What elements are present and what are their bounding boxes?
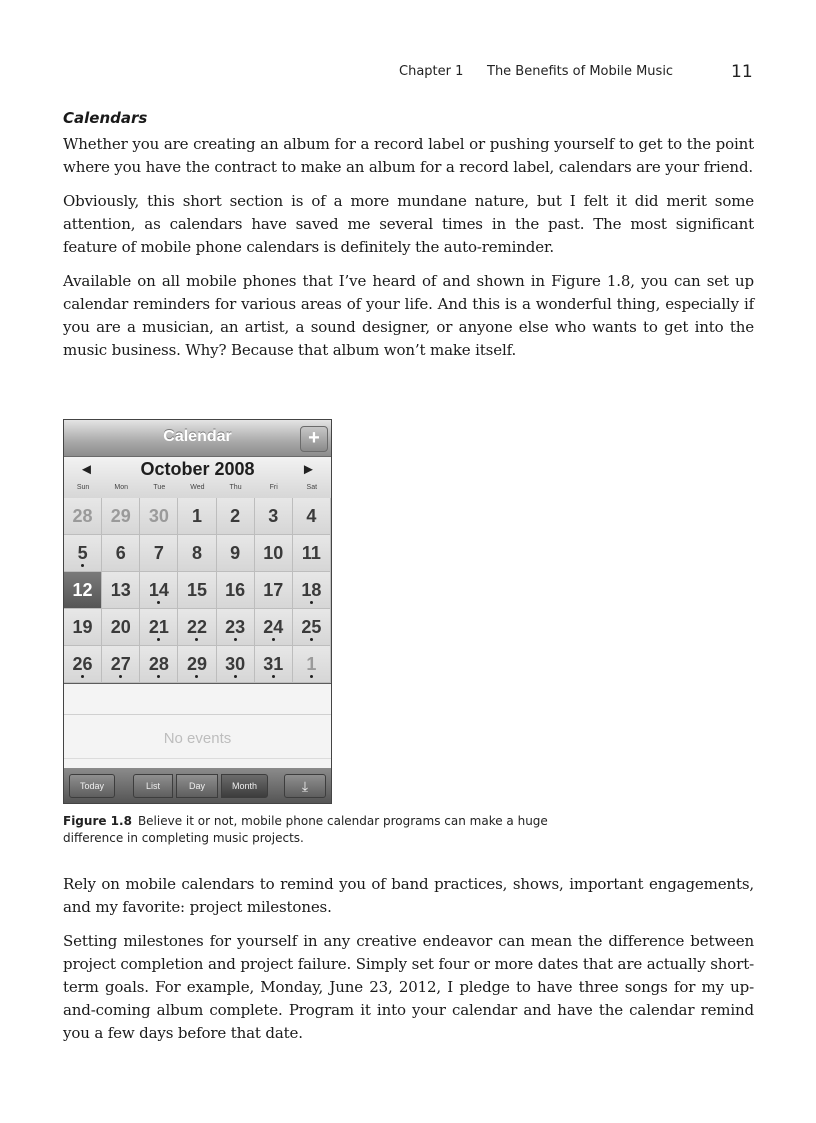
event-dot-icon xyxy=(157,638,160,641)
month-header xyxy=(64,457,331,498)
calendar-grid xyxy=(64,498,331,684)
day-number: 12 xyxy=(72,580,93,600)
event-dot-icon xyxy=(81,675,84,678)
calendar-day[interactable] xyxy=(140,646,178,683)
day-number: 19 xyxy=(72,617,93,637)
calendar-day[interactable] xyxy=(178,498,216,535)
weekday-label: Mon xyxy=(114,484,128,491)
calendar-day[interactable] xyxy=(64,646,102,683)
paragraph: Setting milestones for yourself in any creative endeavor can mean the difference between project completion and project failure. Simply set four or more dates that are actually short-term goals. For example, Monday, June 23, 2012, I pledge to have three songs for my up-and-coming album complete. Program it into your calendar and have the calendar remind you a few days before that date. xyxy=(63,932,754,1042)
paragraph: Rely on mobile calendars to remind you of band practices, shows, important engagements, and my favorite: project milestones. xyxy=(63,875,754,916)
caption-text: Believe it or not, mobile phone calendar programs can make a huge difference in completing music projects. xyxy=(63,814,548,845)
day-number: 4 xyxy=(306,506,317,526)
calendar-day[interactable] xyxy=(64,498,102,535)
day-view-button[interactable]: Day xyxy=(176,774,218,798)
event-dot-icon xyxy=(310,638,313,641)
calendar-day[interactable] xyxy=(140,535,178,572)
calendar-day-today[interactable] xyxy=(64,572,102,609)
event-dot-icon xyxy=(81,564,84,567)
event-dot-icon xyxy=(272,638,275,641)
day-number: 3 xyxy=(268,506,279,526)
calendar-day[interactable] xyxy=(140,498,178,535)
calendar-day[interactable] xyxy=(255,498,293,535)
day-number: 1 xyxy=(191,506,202,526)
download-icon[interactable]: ⤓ xyxy=(284,774,326,798)
calendar-day[interactable] xyxy=(102,609,140,646)
day-number: 30 xyxy=(225,654,246,674)
event-dot-icon xyxy=(234,675,237,678)
day-number: 7 xyxy=(153,543,164,563)
calendar-day[interactable] xyxy=(217,498,255,535)
weekday-label: Sat xyxy=(306,484,318,491)
paragraph: Obviously, this short section is of a more mundane nature, but I felt it did merit some attention, as calendars have saved me several times in the past. The most significant feature of mobile phone calendars is definitely the auto-reminder. xyxy=(63,192,754,256)
caption-label: Figure 1.8 xyxy=(63,814,132,828)
weekday-label: Tue xyxy=(153,484,166,491)
day-number: 11 xyxy=(301,543,321,563)
day-number: 8 xyxy=(191,543,202,563)
calendar-day[interactable] xyxy=(178,572,216,609)
event-dot-icon xyxy=(234,638,237,641)
weekday-row xyxy=(64,484,331,496)
day-number: 16 xyxy=(225,580,246,600)
event-dot-icon xyxy=(119,675,122,678)
body-text-before xyxy=(63,133,754,373)
paragraph: Whether you are creating an album for a record label or pushing yourself to get to the point where you have the contract to make an album for a record label, calendars are your friend. xyxy=(63,135,754,176)
calendar-day[interactable] xyxy=(293,498,331,535)
today-button[interactable]: Today xyxy=(69,774,115,798)
divider xyxy=(64,758,331,759)
calendar-day[interactable] xyxy=(102,498,140,535)
event-dot-icon xyxy=(195,638,198,641)
figure-caption xyxy=(63,813,563,847)
event-dot-icon xyxy=(195,675,198,678)
calendar-day[interactable] xyxy=(255,535,293,572)
weekday-label: Thu xyxy=(229,484,242,491)
day-number: 24 xyxy=(263,617,284,637)
day-number: 31 xyxy=(263,654,284,674)
day-number: 28 xyxy=(72,506,93,526)
day-number: 5 xyxy=(77,543,88,563)
calendar-day[interactable] xyxy=(255,646,293,683)
day-number: 23 xyxy=(225,617,246,637)
calendar-day[interactable] xyxy=(140,572,178,609)
page-number: 11 xyxy=(731,62,753,82)
calendar-day[interactable] xyxy=(102,646,140,683)
add-event-button[interactable]: + xyxy=(300,426,328,452)
weekday-label: Wed xyxy=(190,484,205,491)
month-label: October 2008 xyxy=(140,459,255,479)
calendar-app-title: Calendar xyxy=(163,428,232,445)
day-number: 22 xyxy=(186,617,207,637)
calendar-day[interactable] xyxy=(293,535,331,572)
prev-month-icon[interactable]: ◄ xyxy=(79,461,94,478)
day-number: 21 xyxy=(148,617,169,637)
body-text-after xyxy=(63,873,754,1056)
calendar-day[interactable] xyxy=(255,572,293,609)
day-number: 26 xyxy=(72,654,93,674)
calendar-day[interactable] xyxy=(178,535,216,572)
day-number: 29 xyxy=(110,506,131,526)
calendar-day[interactable] xyxy=(217,646,255,683)
paragraph: Available on all mobile phones that I’ve heard of and shown in Figure 1.8, you can set up calendar reminders for various areas of your life. And this is a wonderful thing, especially if you are a musician, an artist, a sound designer, or anyone else who wants to get into the music business. Why? Because that album won’t make itself. xyxy=(63,272,754,359)
calendar-title-bar xyxy=(64,420,331,457)
day-number: 18 xyxy=(301,580,322,600)
calendar-day[interactable] xyxy=(178,646,216,683)
calendar-day[interactable] xyxy=(140,609,178,646)
calendar-toolbar xyxy=(64,768,331,803)
calendar-day[interactable] xyxy=(293,646,331,683)
day-number: 30 xyxy=(148,506,169,526)
day-number: 13 xyxy=(110,580,131,600)
calendar-day[interactable] xyxy=(293,609,331,646)
running-head xyxy=(0,62,816,84)
weekday-label: Sun xyxy=(76,484,90,491)
chapter-label: Chapter 1 xyxy=(399,64,464,79)
day-number: 25 xyxy=(301,617,322,637)
section-heading: Calendars xyxy=(63,109,148,127)
day-number: 10 xyxy=(263,543,284,563)
calendar-day[interactable] xyxy=(178,609,216,646)
divider xyxy=(64,714,331,715)
event-dot-icon xyxy=(310,601,313,604)
event-dot-icon xyxy=(272,675,275,678)
calendar-day[interactable] xyxy=(64,535,102,572)
calendar-day[interactable] xyxy=(217,535,255,572)
events-panel xyxy=(64,684,331,768)
day-number: 1 xyxy=(306,654,317,674)
day-number: 9 xyxy=(230,543,241,563)
month-view-button[interactable]: Month xyxy=(221,774,268,798)
no-events-label: No events xyxy=(163,730,232,747)
day-number: 20 xyxy=(110,617,131,637)
day-number: 6 xyxy=(115,543,126,563)
day-number: 29 xyxy=(186,654,207,674)
calendar-day[interactable] xyxy=(293,572,331,609)
calendar-day[interactable] xyxy=(64,609,102,646)
day-number: 17 xyxy=(263,580,284,600)
event-dot-icon xyxy=(157,601,160,604)
calendar-day[interactable] xyxy=(217,572,255,609)
next-month-icon[interactable]: ► xyxy=(301,461,316,478)
chapter-title: The Benefits of Mobile Music xyxy=(487,64,674,79)
day-number: 28 xyxy=(148,654,169,674)
calendar-day[interactable] xyxy=(102,572,140,609)
day-number: 27 xyxy=(110,654,131,674)
weekday-label: Fri xyxy=(269,484,278,491)
calendar-day[interactable] xyxy=(102,535,140,572)
calendar-day[interactable] xyxy=(217,609,255,646)
day-number: 15 xyxy=(186,580,207,600)
day-number: 14 xyxy=(148,580,169,600)
day-number: 2 xyxy=(230,506,241,526)
event-dot-icon xyxy=(310,675,313,678)
calendar-day[interactable] xyxy=(255,609,293,646)
calendar-screenshot xyxy=(63,419,332,804)
event-dot-icon xyxy=(157,675,160,678)
list-view-button[interactable]: List xyxy=(133,774,173,798)
